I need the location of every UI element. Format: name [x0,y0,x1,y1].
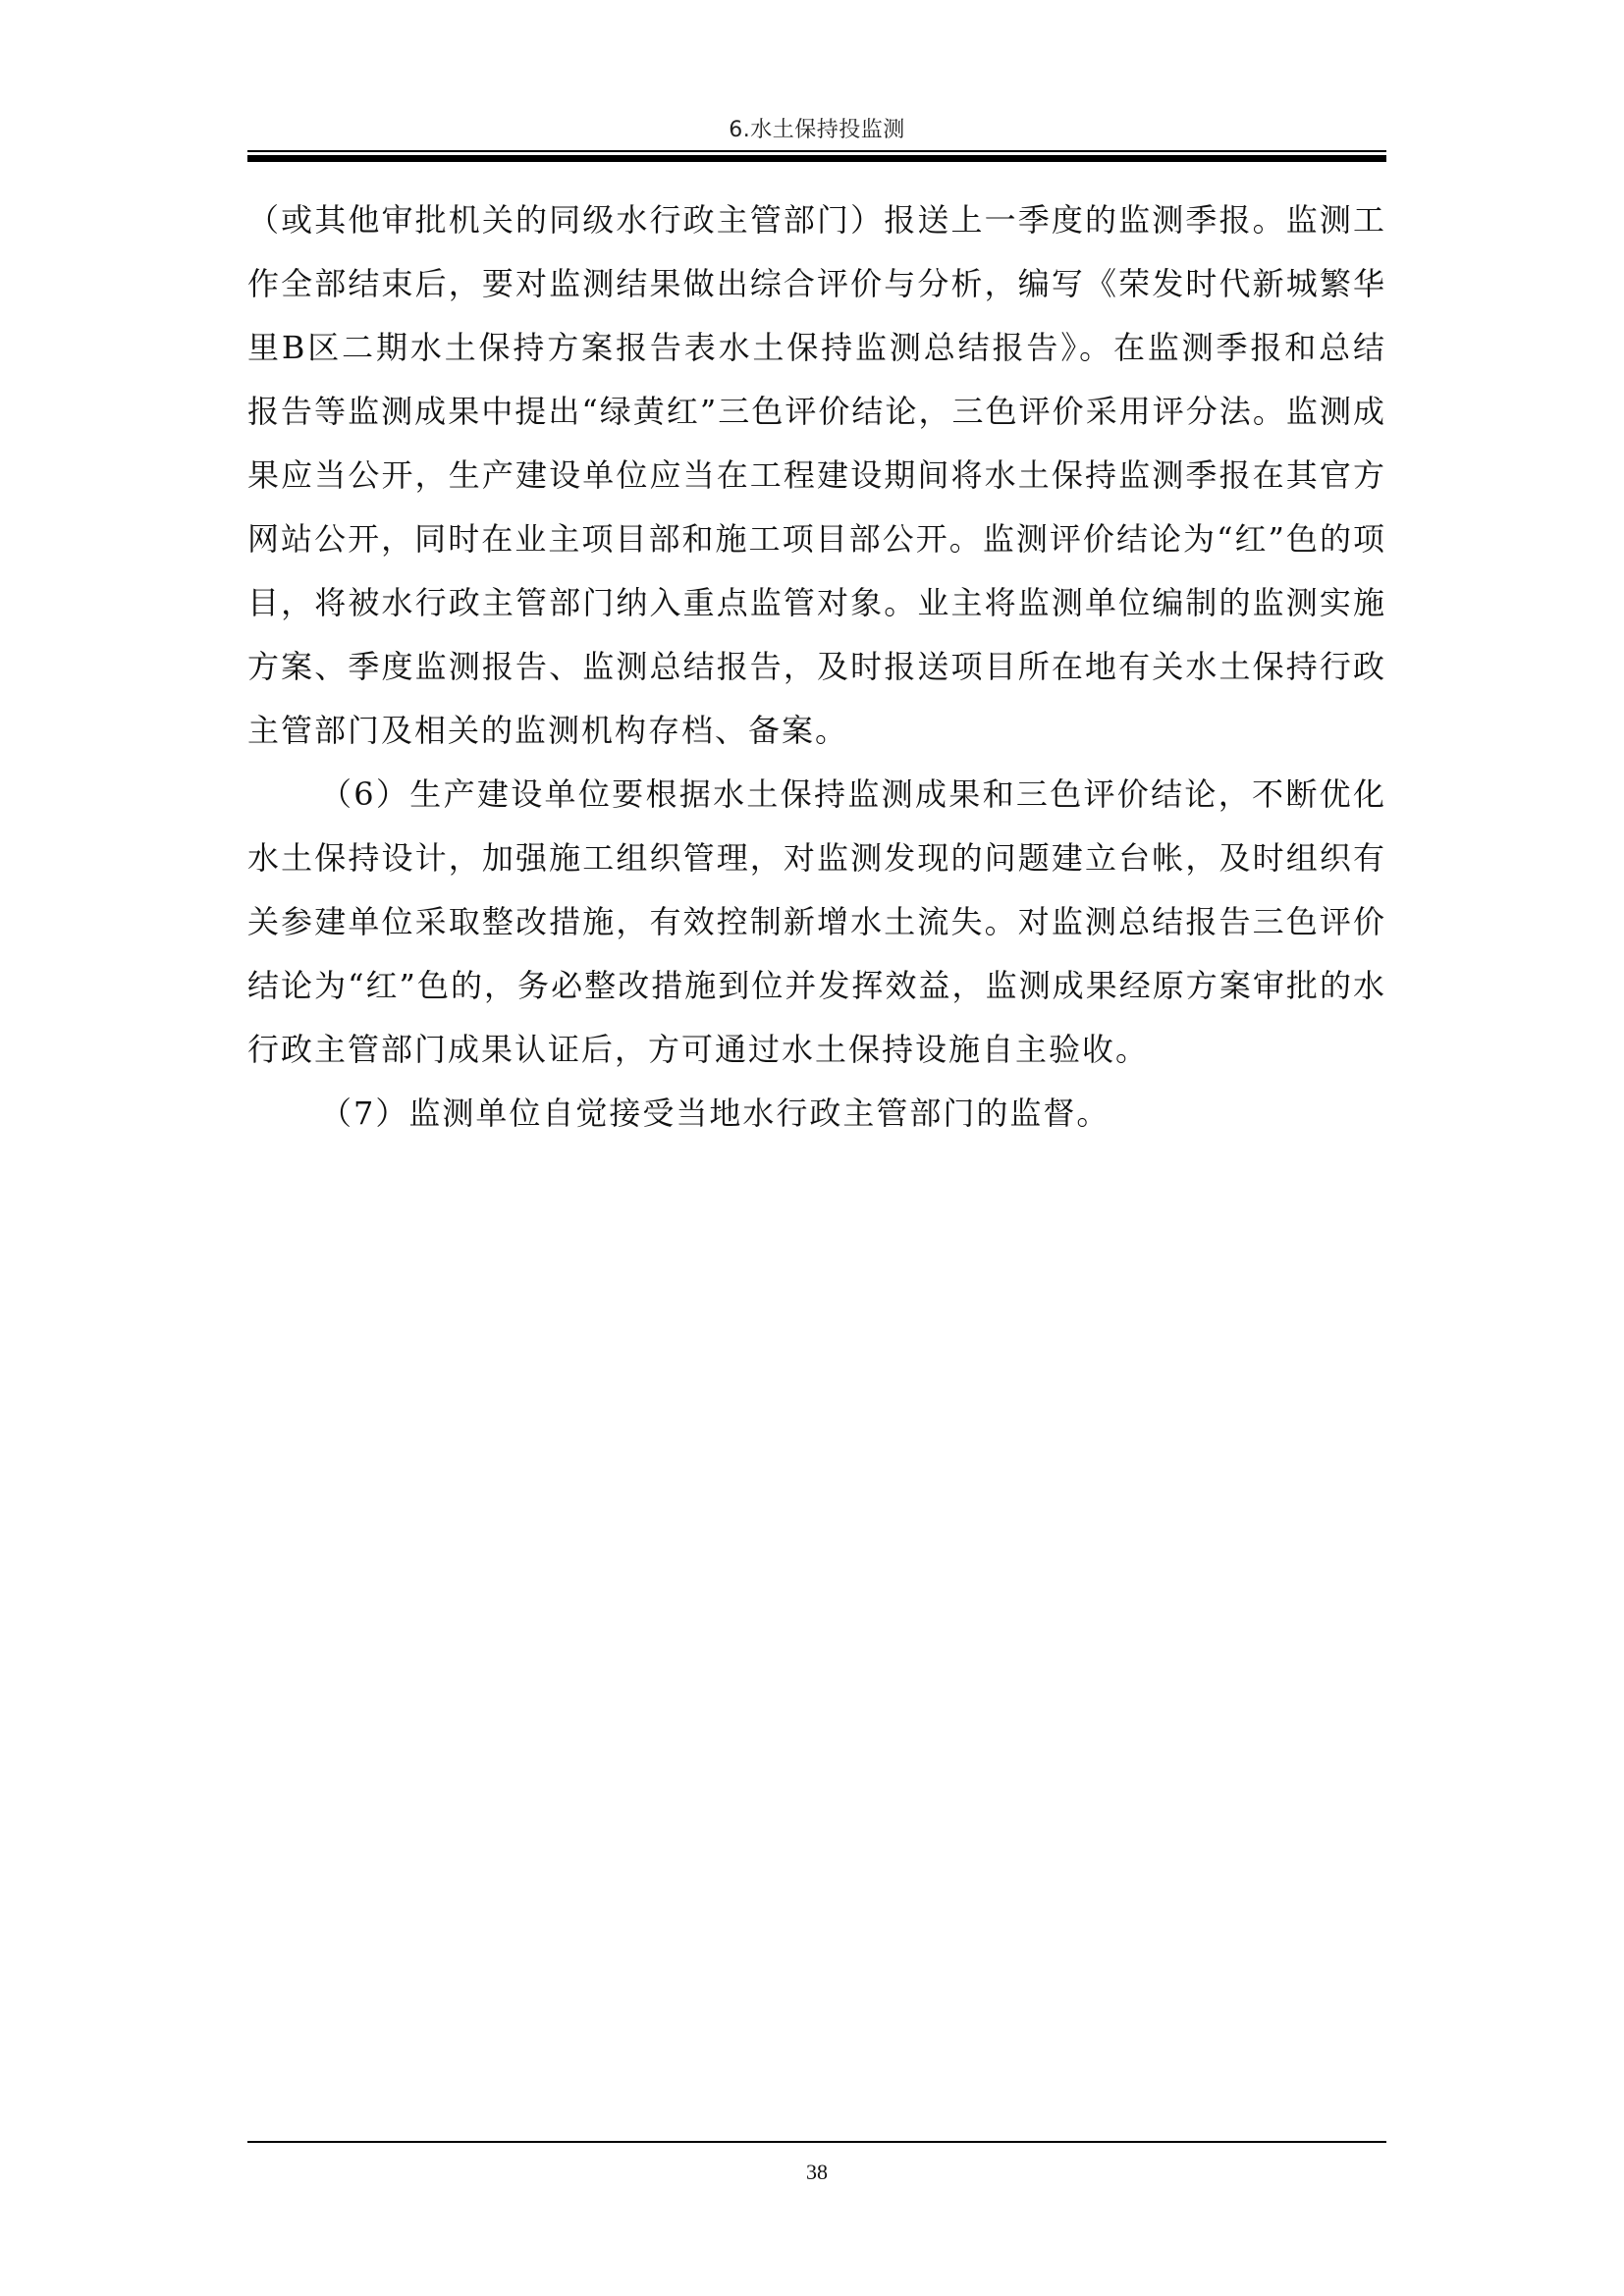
footer-divider [247,2141,1386,2143]
body-paragraph-item-7: （7）监测单位自觉接受当地水行政主管部门的监督。 [320,1095,1110,1132]
header-divider-thick [247,155,1386,162]
page-number: 38 [806,2160,828,2184]
running-header-title: 6.水土保持投监测 [729,118,905,142]
header-divider-thin [247,150,1386,152]
document-body [247,188,1386,1146]
body-paragraph-continued: （或其他审批机关的同级水行政主管部门）报送上一季度的监测季报。监测工作全部结束后，要对监测结果做出综合评价与分析，编写《荣发时代新城繁华里B区二期水土保持方案报告表水土保持监测总结报告》。在监测季报和总结报告等监测成果中提出“绿黄红”三色评价结论，三色评价采用评分法。监测成果应当公开，生产建设单位应当在工程建设期间将水土保持监测季报在其官方网站公开，同时在业主项目部和施工项目部公开。监测评价结论为“红”色的项目，将被水行政主管部门纳入重点监管对象。业主将监测单位编制的监测实施方案、季度监测报告、监测总结报告，及时报送项目所在地有关水土保持行政主管部门及相关的监测机构存档、备案。 [247,201,1386,749]
body-paragraph-item-6: （6）生产建设单位要根据水土保持监测成果和三色评价结论，不断优化水土保持设计，加强施工组织管理，对监测发现的问题建立台帐，及时组织有关参建单位采取整改措施，有效控制新增水土流失。对监测总结报告三色评价结论为“红”色的，务必整改措施到位并发挥效益，监测成果经原方案审批的水行政主管部门成果认证后，方可通过水土保持设施自主验收。 [247,775,1386,1068]
